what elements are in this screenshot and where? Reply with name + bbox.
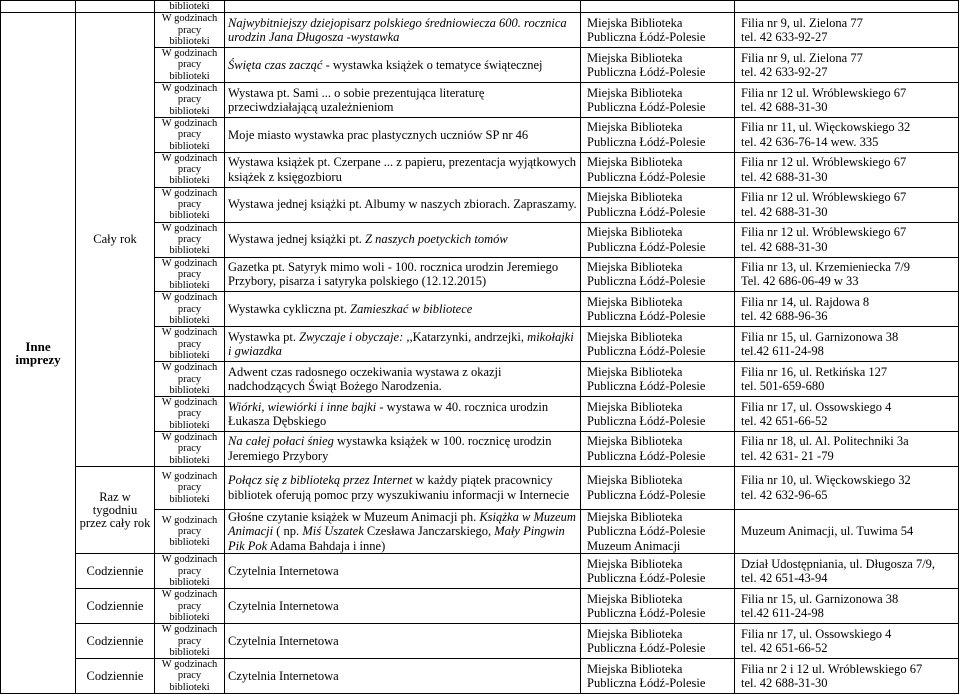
hours-text: biblioteki — [169, 210, 210, 222]
hours-text: pracy — [177, 59, 202, 71]
table-row — [1, 466, 959, 509]
organizer-line: Miejska Biblioteka — [587, 473, 683, 488]
hours-text: pracy — [177, 164, 202, 176]
organizer-line: Miejska Biblioteka — [587, 434, 683, 449]
hours-text: biblioteki — [169, 315, 210, 327]
hours-text: pracy — [177, 443, 202, 455]
event-description — [225, 83, 581, 118]
hours-cell — [155, 509, 225, 554]
organizer-cell — [581, 397, 735, 432]
table-row — [1, 659, 959, 694]
event-text-segment: Czesława Janczarskiego, — [363, 524, 495, 539]
event-description — [225, 509, 581, 554]
organizer-cell — [581, 83, 735, 118]
hours-text: W godzinach — [161, 624, 218, 636]
event-text-segment: Gazetka pt. Satyryk mimo woli - 100. rocznica urodzin Jeremiego Przybory, pisarza i satyryka polskiego (12.12.2015) — [228, 259, 559, 289]
address-cell — [735, 362, 959, 397]
hours-text: pracy — [177, 268, 202, 280]
event-text-segment: Wystawa pt. Sami ... o sobie prezentująca literaturę przeciwdziałającą uzależnieniom — [228, 85, 485, 115]
hours-cell — [155, 117, 225, 152]
event-text-segment: Czytelnia Internetowa — [228, 633, 339, 648]
event-text-segment: Adama Bahdaja i inne) — [267, 538, 386, 553]
hours-text: pracy — [177, 600, 202, 612]
table-row — [1, 589, 959, 624]
organizer-line: Miejska Biblioteka — [587, 329, 683, 344]
event-text-segment: Miś Uszatek — [302, 524, 364, 539]
hours-text: W godzinach — [161, 257, 218, 269]
event-text-segment: Adwent czas radosnego oczekiwania wystawa z okazji nadchodzących Świąt Bożego Narodzenia. — [228, 364, 502, 394]
address-line: tel. 42 633-92-27 — [741, 30, 828, 45]
event-text-segment: ( np. — [273, 524, 303, 539]
organizer-line: Publiczna Łódź-Polesie — [587, 169, 706, 184]
hours-text: pracy — [177, 482, 202, 494]
address-cell — [735, 327, 959, 362]
organizer-line: Miejska Biblioteka — [587, 364, 683, 379]
hours-cell — [155, 466, 225, 509]
frequency-cell: Codziennie — [76, 624, 155, 659]
address-cell — [735, 431, 959, 466]
address-line: Filia nr 17, ul. Ossowskiego 4 — [741, 399, 892, 414]
address-line: Filia nr 2 i 12 ul. Wróblewskiego 67 — [741, 661, 923, 676]
organizer-line: Publiczna Łódź-Polesie — [587, 134, 706, 149]
address-line: tel. 42 688-31-30 — [741, 676, 828, 691]
address-line: Filia nr 17, ul. Ossowskiego 4 — [741, 626, 892, 641]
hours-text: pracy — [177, 373, 202, 385]
hours-text: W godzinach — [161, 83, 218, 95]
event-description — [225, 48, 581, 83]
organizer-cell — [581, 117, 735, 152]
hours-text: biblioteki — [169, 646, 210, 658]
organizer-line: Miejska Biblioteka — [587, 225, 683, 240]
hours-cell — [155, 48, 225, 83]
hours-text: W godzinach — [161, 152, 218, 164]
organizer-line: Publiczna Łódź-Polesie — [587, 414, 706, 429]
hours-text: pracy — [177, 670, 202, 682]
address-cell — [735, 659, 959, 694]
address-line: tel. 42 631- 21 -79 — [741, 448, 834, 463]
address-line: tel.42 611-24-98 — [741, 344, 824, 359]
event-description — [225, 466, 581, 509]
address-cell — [735, 397, 959, 432]
hours-text: biblioteki — [169, 454, 210, 466]
organizer-line: Muzeum Animacji — [587, 538, 681, 553]
organizer-cell — [581, 659, 735, 694]
hours-text: W godzinach — [161, 222, 218, 234]
address-line: tel. 42 651-43-94 — [741, 571, 828, 586]
event-text-segment: - wystawa w 40. rocznica urodzin Łukasza Dębskiego — [228, 399, 549, 429]
organizer-cell — [581, 362, 735, 397]
organizer-line: Miejska Biblioteka — [587, 509, 683, 524]
address-cell — [735, 48, 959, 83]
event-text-segment: - wystawka książek o tematyce świątecznej — [322, 57, 543, 72]
hours-cell — [155, 187, 225, 222]
address-cell — [735, 13, 959, 48]
event-text-segment: Zwyczaje i obyczaje: ,, — [299, 329, 413, 344]
organizer-line: Publiczna Łódź-Polesie — [587, 239, 706, 254]
hours-text: W godzinach — [161, 117, 218, 129]
hours-text: W godzinach — [161, 470, 218, 482]
organizer-line: Publiczna Łódź-Polesie — [587, 309, 706, 324]
organizer-cell — [581, 431, 735, 466]
event-text-segment: Wystawka pt. — [228, 329, 300, 344]
address-line: Filia nr 15, ul. Garnizonowa 38 — [741, 329, 899, 344]
event-text-segment: Katarzynki, andrzejki, — [412, 329, 528, 344]
organizer-line: Miejska Biblioteka — [587, 120, 683, 135]
hours-text: biblioteki — [169, 611, 210, 623]
organizer-line: Miejska Biblioteka — [587, 626, 683, 641]
address-line: tel. 42 688-31-30 — [741, 239, 828, 254]
event-text-segment: Wystawka cykliczna pt. — [228, 302, 351, 317]
event-description — [225, 257, 581, 292]
address-line: Tel. 42 686-06-49 w 33 — [741, 274, 859, 289]
address-cell — [735, 292, 959, 327]
hours-text: biblioteki — [169, 280, 210, 292]
event-description — [225, 624, 581, 659]
event-text-segment: wystawka książek w 100. rocznicę urodzin Jeremiego Przybory — [228, 434, 552, 463]
event-text-segment: Wiórki, wiewiórki i inne bajki — [228, 399, 377, 414]
hours-cell — [155, 624, 225, 659]
frequency-cell: Codziennie — [76, 554, 155, 589]
address-cell — [735, 589, 959, 624]
hours-cell — [155, 362, 225, 397]
event-text-segment: Święta czas zacząć — [228, 57, 323, 72]
event-description — [225, 13, 581, 48]
organizer-line: Publiczna Łódź-Polesie — [587, 204, 706, 219]
address-line: Filia nr 12 ul. Wróblewskiego 67 — [741, 85, 907, 100]
organizer-line: Miejska Biblioteka — [587, 85, 683, 100]
table-row — [1, 624, 959, 659]
address-line: tel. 42 636-76-14 wew. 335 — [741, 134, 879, 149]
hours-text: biblioteki — [169, 349, 210, 361]
hours-text: biblioteki — [169, 175, 210, 187]
hours-text: W godzinach — [161, 327, 218, 339]
address-line: Filia nr 13, ul. Krzemieniecka 7/9 — [741, 259, 911, 274]
address-line: tel. 42 633-92-27 — [741, 65, 828, 80]
hours-text: biblioteki — [169, 35, 210, 47]
hours-text: pracy — [177, 565, 202, 577]
address-line: tel. 501-659-680 — [741, 379, 825, 394]
frequency-cell: Codziennie — [76, 589, 155, 624]
header-blank — [581, 1, 735, 13]
address-line: tel. 42 688-96-36 — [741, 309, 828, 324]
hours-text: biblioteki — [169, 493, 210, 505]
event-description — [225, 362, 581, 397]
hours-text: biblioteki — [169, 70, 210, 82]
event-text-segment: Moje miasto wystawka prac plastycznych uczniów SP nr 46 — [228, 127, 529, 142]
address-cell — [735, 257, 959, 292]
event-text-segment: Wystawa jednej książki pt. Albumy w naszych zbiorach. Zapraszamy. — [228, 197, 577, 212]
organizer-line: Miejska Biblioteka — [587, 591, 683, 606]
organizer-line: Publiczna Łódź-Polesie — [587, 606, 706, 621]
event-text-segment: Czytelnia Internetowa — [228, 564, 339, 579]
frequency-cell: Raz w tygodniu przez cały rok — [76, 466, 155, 554]
event-text-segment: Połącz się z biblioteką przez Internet — [228, 473, 413, 488]
hours-text: W godzinach — [161, 187, 218, 199]
address-line: Filia nr 12 ul. Wróblewskiego 67 — [741, 190, 907, 205]
address-cell — [735, 117, 959, 152]
address-line: Dział Udostępniania, ul. Długosza 7/9, — [741, 556, 936, 571]
hours-text: pracy — [177, 94, 202, 106]
address-line: Filia nr 10, ul. Więckowskiego 32 — [741, 473, 911, 488]
hours-text: pracy — [177, 525, 202, 537]
event-description — [225, 554, 581, 589]
address-line: Muzeum Animacji, ul. Tuwima 54 — [741, 524, 914, 539]
hours-text: biblioteki — [169, 577, 210, 589]
hours-cell — [155, 659, 225, 694]
address-cell — [735, 624, 959, 659]
address-cell — [735, 152, 959, 187]
hours-text: W godzinach — [161, 292, 218, 304]
event-text-segment: Z naszych poetyckich tomów — [365, 232, 508, 247]
frequency-cell: Cały rok — [76, 13, 155, 467]
hours-cell — [155, 554, 225, 589]
hours-cell — [155, 431, 225, 466]
address-line: Filia nr 12 ul. Wróblewskiego 67 — [741, 225, 907, 240]
address-line: Filia nr 14, ul. Rajdowa 8 — [741, 294, 870, 309]
address-line: tel. 42 688-31-30 — [741, 169, 828, 184]
event-text-segment: mikołajki i gwiazdka — [228, 329, 574, 359]
address-line: tel. 42 632-96-65 — [741, 487, 828, 502]
hours-cell — [155, 397, 225, 432]
hours-text: W godzinach — [161, 431, 218, 443]
event-text-segment: Na całej połaci śnieg — [228, 434, 334, 449]
hours-text: pracy — [177, 408, 202, 420]
hours-text: W godzinach — [161, 13, 218, 25]
hours-text: pracy — [177, 129, 202, 141]
address-cell — [735, 554, 959, 589]
organizer-line: Publiczna Łódź-Polesie — [587, 100, 706, 115]
table-row — [1, 554, 959, 589]
hours-cell — [155, 327, 225, 362]
address-line: tel. 42 651-66-52 — [741, 414, 828, 429]
address-line: Filia nr 18, ul. Al. Politechniki 3a — [741, 434, 909, 449]
hours-cell — [155, 13, 225, 48]
header-blank — [76, 1, 155, 13]
address-cell — [735, 466, 959, 509]
organizer-cell — [581, 554, 735, 589]
organizer-line: Publiczna Łódź-Polesie — [587, 30, 706, 45]
event-description — [225, 659, 581, 694]
event-text-segment: Zamieszkać w bibliotece — [350, 302, 473, 317]
address-line: Filia nr 12 ul. Wróblewskiego 67 — [741, 155, 907, 170]
hours-text: biblioteki — [169, 384, 210, 396]
organizer-cell — [581, 187, 735, 222]
header-blank — [735, 1, 959, 13]
organizer-line: Publiczna Łódź-Polesie — [587, 344, 706, 359]
category-cell: Inne imprezy — [1, 13, 76, 694]
organizer-cell — [581, 589, 735, 624]
hours-cell: biblioteki — [155, 1, 225, 13]
organizer-cell — [581, 509, 735, 554]
event-text-segment: Mały Pingwin Pik Pok — [228, 524, 565, 553]
address-cell — [735, 222, 959, 257]
organizer-cell — [581, 152, 735, 187]
hours-text: biblioteki — [169, 681, 210, 693]
organizer-line: Publiczna Łódź-Polesie — [587, 448, 706, 463]
organizer-cell — [581, 327, 735, 362]
header-blank — [225, 1, 581, 13]
organizer-line: Publiczna Łódź-Polesie — [587, 571, 706, 586]
organizer-line: Miejska Biblioteka — [587, 661, 683, 676]
address-line: Filia nr 15, ul. Garnizonowa 38 — [741, 591, 899, 606]
hours-cell — [155, 83, 225, 118]
hours-text: biblioteki — [169, 419, 210, 431]
organizer-line: Publiczna Łódź-Polesie — [587, 676, 706, 691]
event-text-segment: Wystawa jednej książki pt. — [228, 232, 366, 247]
organizer-line: Miejska Biblioteka — [587, 15, 683, 30]
organizer-line: Miejska Biblioteka — [587, 190, 683, 205]
address-cell — [735, 83, 959, 118]
hours-text: biblioteki — [169, 245, 210, 257]
organizer-cell — [581, 292, 735, 327]
event-description — [225, 327, 581, 362]
address-line: Filia nr 16, ul. Retkińska 127 — [741, 364, 888, 379]
organizer-line: Publiczna Łódź-Polesie — [587, 524, 706, 539]
hours-text: pracy — [177, 635, 202, 647]
hours-text: W godzinach — [161, 397, 218, 409]
organizer-line: Miejska Biblioteka — [587, 50, 683, 65]
hours-cell — [155, 222, 225, 257]
hours-text: pracy — [177, 338, 202, 350]
address-line: tel.42 611-24-98 — [741, 606, 824, 621]
organizer-line: Miejska Biblioteka — [587, 399, 683, 414]
organizer-cell — [581, 48, 735, 83]
event-description — [225, 292, 581, 327]
organizer-line: Miejska Biblioteka — [587, 155, 683, 170]
hours-text: W godzinach — [161, 589, 218, 601]
event-text-segment: w każdy piątek pracownicy bibliotek oferują pomoc przy wyszukiwaniu informacji w Internecie — [228, 473, 570, 502]
event-description — [225, 117, 581, 152]
organizer-line: Miejska Biblioteka — [587, 259, 683, 274]
hours-text: W godzinach — [161, 362, 218, 374]
event-description — [225, 589, 581, 624]
table-row — [1, 1, 959, 13]
address-line: tel. 42 688-31-30 — [741, 100, 828, 115]
event-description — [225, 187, 581, 222]
organizer-line: Publiczna Łódź-Polesie — [587, 379, 706, 394]
address-line: Filia nr 9, ul. Zielona 77 — [741, 15, 863, 30]
organizer-line: Publiczna Łódź-Polesie — [587, 65, 706, 80]
hours-text: biblioteki — [169, 105, 210, 117]
hours-text: biblioteki — [169, 140, 210, 152]
hours-cell — [155, 257, 225, 292]
hours-text: pracy — [177, 24, 202, 36]
hours-cell — [155, 292, 225, 327]
hours-text: W godzinach — [161, 554, 218, 566]
address-line: Filia nr 11, ul. Więckowskiego 32 — [741, 120, 911, 135]
event-description — [225, 431, 581, 466]
hours-text: W godzinach — [161, 659, 218, 671]
event-text-segment: Czytelnia Internetowa — [228, 668, 339, 683]
event-text-segment: Wystawa książek pt. Czerpane ... z papieru, prezentacja wyjątkowych książek z księgozbioru — [228, 155, 577, 184]
organizer-cell — [581, 257, 735, 292]
header-blank — [1, 1, 76, 13]
organizer-cell — [581, 466, 735, 509]
organizer-cell — [581, 13, 735, 48]
hours-cell — [155, 589, 225, 624]
organizer-line: Miejska Biblioteka — [587, 556, 683, 571]
address-cell — [735, 187, 959, 222]
event-text-segment: Głośne czytanie książek w Muzeum Animacji ph. — [228, 509, 480, 524]
organizer-line: Publiczna Łódź-Polesie — [587, 641, 706, 656]
event-text-segment: Najwybitniejszy dziejopisarz polskiego średniowiecza 600. rocznica urodzin Jana Długosza -wystawka — [228, 15, 567, 45]
hours-text: W godzinach — [161, 48, 218, 60]
organizer-line: Miejska Biblioteka — [587, 294, 683, 309]
address-line: tel. 42 651-66-52 — [741, 641, 828, 656]
event-text-segment: Książka w Muzeum Animacji — [228, 509, 576, 539]
address-line: tel. 42 688-31-30 — [741, 204, 828, 219]
hours-text: pracy — [177, 303, 202, 315]
organizer-cell — [581, 222, 735, 257]
hours-text: pracy — [177, 199, 202, 211]
hours-text: pracy — [177, 233, 202, 245]
address-line: Filia nr 9, ul. Zielona 77 — [741, 50, 863, 65]
hours-cell — [155, 152, 225, 187]
address-cell — [735, 509, 959, 554]
organizer-cell — [581, 624, 735, 659]
organizer-line: Publiczna Łódź-Polesie — [587, 487, 706, 502]
event-description — [225, 222, 581, 257]
organizer-line: Publiczna Łódź-Polesie — [587, 274, 706, 289]
hours-text: biblioteki — [169, 537, 210, 549]
event-description — [225, 152, 581, 187]
frequency-cell: Codziennie — [76, 659, 155, 694]
event-description — [225, 397, 581, 432]
event-text-segment: Czytelnia Internetowa — [228, 599, 339, 614]
hours-text: W godzinach — [161, 514, 218, 526]
table-row — [1, 13, 959, 48]
